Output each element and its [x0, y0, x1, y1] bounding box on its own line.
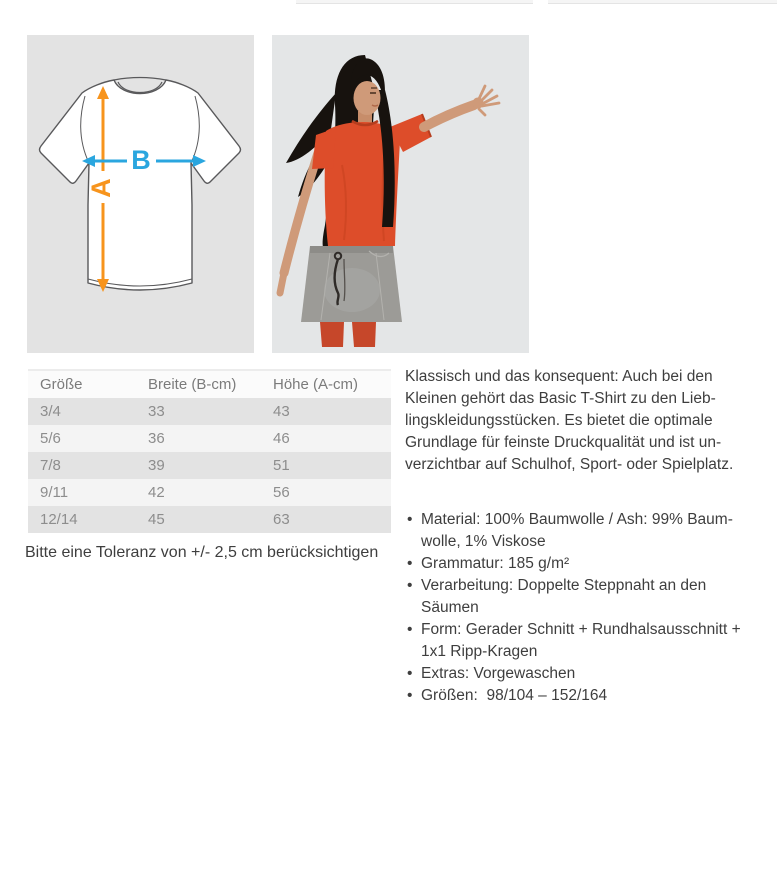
table-cell: 42	[148, 484, 165, 501]
column-header: Höhe (A-cm)	[261, 370, 391, 398]
cutoff-card-fragment	[548, 0, 777, 4]
size-table-header-row	[28, 370, 391, 398]
hand-left	[280, 273, 284, 293]
table-cell: 45	[148, 511, 165, 528]
table-cell: 9/11	[40, 484, 69, 501]
table-cell: 63	[273, 511, 290, 528]
feature-item: • Grammatur: 185 g/m²	[405, 553, 752, 575]
feature-item: • Material: 100% Baumwolle / Ash: 99% Baumwolle, 1% Viskose	[405, 509, 752, 553]
face	[354, 81, 381, 115]
size-table-body	[28, 398, 391, 533]
table-cell: 5/6	[40, 430, 61, 447]
model-photo-illustration	[272, 35, 529, 353]
table-cell: 43	[273, 403, 290, 420]
features-list	[405, 509, 752, 707]
tolerance-note: Bitte eine Toleranz von +/- 2,5 cm berücksichtigen	[25, 544, 379, 561]
table-cell: 33	[148, 403, 165, 420]
tshirt-outline-icon	[40, 78, 241, 291]
column-header: Größe	[28, 370, 136, 398]
product-details	[405, 366, 752, 707]
denim-skirt	[301, 246, 402, 322]
feature-item: • Verarbeitung: Doppelte Steppnaht an den Säumen	[405, 575, 752, 619]
feature-item: • Größen: 98/104 – 152/164	[405, 685, 752, 707]
table-row	[28, 398, 391, 425]
table-cell: 56	[273, 484, 290, 501]
table-cell: 12/14	[40, 511, 78, 528]
feature-item: • Extras: Vorgewaschen	[405, 663, 752, 685]
table-row	[28, 479, 391, 506]
feature-item: • Form: Gerader Schnitt + Rundhalsausschnitt + 1x1 Ripp-Kragen	[405, 619, 752, 663]
table-cell: 46	[273, 430, 290, 447]
label-a: A	[86, 178, 117, 198]
table-cell: 39	[148, 457, 165, 474]
table-cell: 7/8	[40, 457, 61, 474]
table-cell: 3/4	[40, 403, 61, 420]
product-photo-panel	[272, 35, 529, 353]
label-b: B	[131, 145, 151, 176]
table-row	[28, 506, 391, 533]
column-header: Breite (B-cm)	[136, 370, 261, 398]
table-row	[28, 425, 391, 452]
table-cell: 51	[273, 457, 290, 474]
table-cell: 36	[148, 430, 165, 447]
size-table	[28, 369, 391, 533]
tshirt-measurement-diagram	[27, 35, 254, 353]
size-diagram-panel	[27, 35, 254, 353]
table-row	[28, 452, 391, 479]
cutoff-card-fragment	[296, 0, 533, 4]
product-description: Klassisch und das konsequent: Auch bei den Kleinen gehört das Basic T-Shirt zu den Lieblingskleidungsstücken. Es bietet die optimale Grundlage für feinste Druckqualität und ist unverzichtbar auf Schulhof, Sport- oder Spielplatz.	[405, 368, 734, 473]
